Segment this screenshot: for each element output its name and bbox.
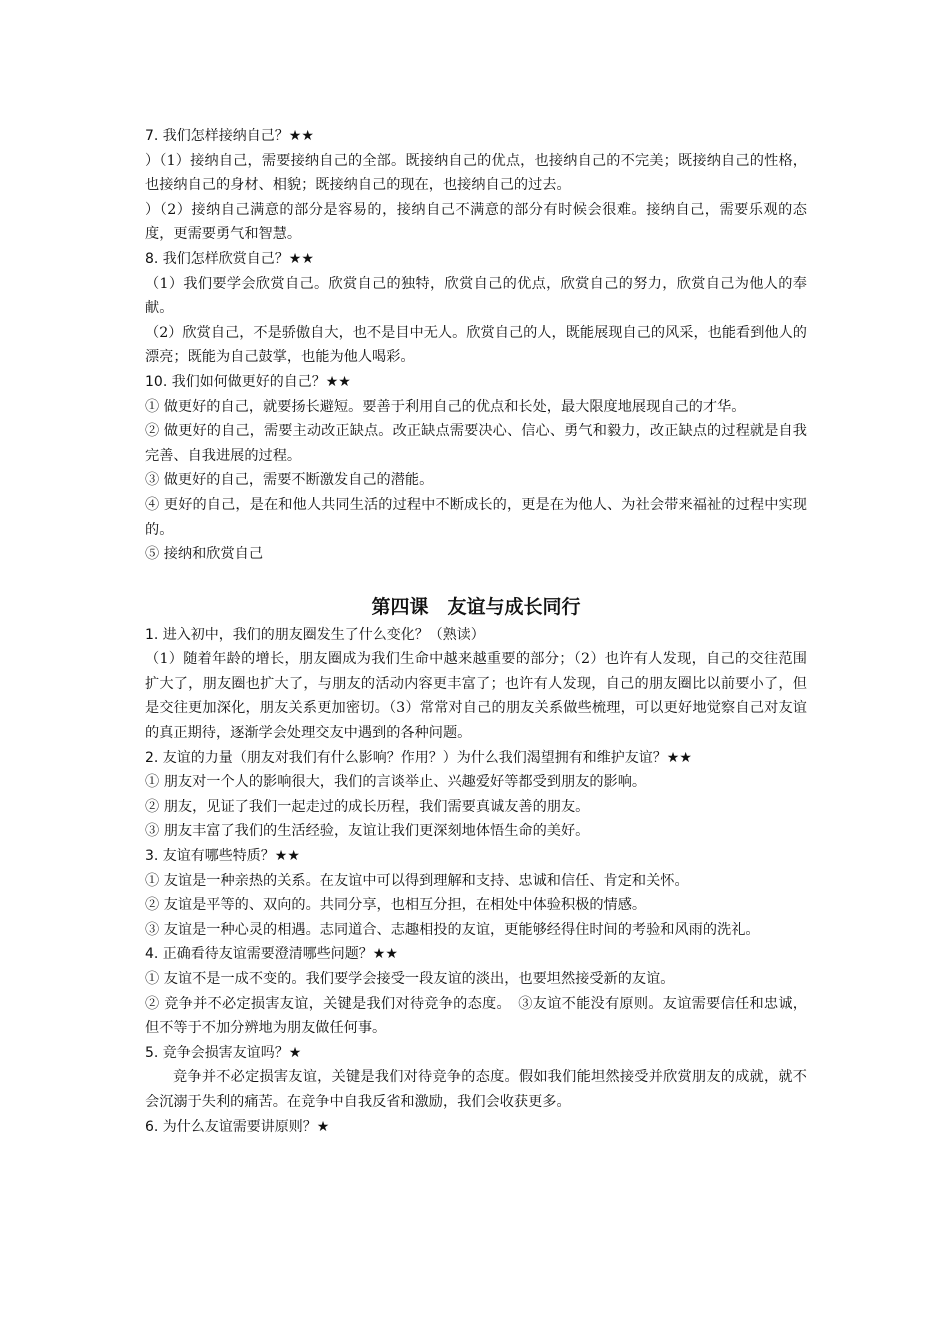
answer-paragraph: （1）随着年龄的增长，朋友圈成为我们生命中越来越重要的部分；（2）也许有人发现，自己的交往范围扩大了，朋友圈也扩大了，与朋友的活动内容更丰富了；也许有人发现，自己的朋友圈比以前要小了，但是交往更加深化，朋友关系更加密切。（3）常常对自己的朋友关系做些梳理，可以更好地觉察自己对友谊的真正期待，逐渐学会处理交友中遇到的各种问题。 xyxy=(145,651,807,742)
question-heading: 4. 正确看待友谊需要澄清哪些问题？★★ xyxy=(145,946,398,963)
answer-paragraph: ⑤ 接纳和欣赏自己 xyxy=(145,546,264,563)
answer-paragraph: （1）我们要学会欣赏自己。欣赏自己的独特，欣赏自己的优点，欣赏自己的努力，欣赏自己为他人的奉献。 xyxy=(145,275,807,317)
section-friendship xyxy=(145,623,807,1139)
lesson-title: 第四课 友谊与成长同行 xyxy=(371,595,581,618)
question-heading: 2. 友谊的力量（朋友对我们有什么影响？作用？）为什么我们渴望拥有和维护友谊？★★ xyxy=(145,749,692,766)
answer-paragraph: 竞争并不必定损害友谊，关键是我们对待竞争的态度。假如我们能坦然接受并欣赏朋友的成就，就不会沉溺于失利的痛苦。在竞争中自我反省和激励，我们会收获更多。 xyxy=(145,1069,807,1110)
answer-paragraph: ① 友谊是一种亲热的关系。在友谊中可以得到理解和支持、忠诚和信任、肯定和关怀。 xyxy=(145,872,689,889)
question-heading: 5. 竞争会损害友谊吗？★ xyxy=(145,1044,302,1061)
answer-paragraph: ③ 做更好的自己，需要不断激发自己的潜能。 xyxy=(145,472,434,489)
answer-paragraph: ③ 朋友丰富了我们的生活经验，友谊让我们更深刻地体悟生命的美好。 xyxy=(145,823,590,840)
answer-paragraph: ④ 更好的自己，是在和他人共同生活的过程中不断成长的，更是在为他人、为社会带来福祉的过程中实现的。 xyxy=(145,496,807,538)
answer-paragraph: ② 做更好的自己，需要主动改正缺点。改正缺点需要决心、信心、勇气和毅力，改正缺点的过程就是自我完善、自我进展的过程。 xyxy=(145,423,807,464)
answer-paragraph: （2）欣赏自己，不是骄傲自大，也不是目中无人。欣赏自己的人，既能展现自己的风采，也能看到他人的漂亮；既能为自己鼓掌，也能为他人喝彩。 xyxy=(145,324,807,366)
answer-paragraph: ① 做更好的自己，就要扬长避短。要善于利用自己的优点和长处，最大限度地展现自己的才华。 xyxy=(145,398,746,415)
answer-paragraph: ）（2）接纳自己满意的部分是容易的，接纳自己不满意的部分有时候会很难。接纳自己，需要乐观的态度，更需要勇气和智慧。 xyxy=(145,201,807,243)
document-page xyxy=(145,124,807,1139)
answer-paragraph: ② 朋友，见证了我们一起走过的成长历程，我们需要真诚友善的朋友。 xyxy=(145,798,590,815)
question-heading: 7. 我们怎样接纳自己？★★ xyxy=(145,128,314,144)
answer-paragraph: ① 朋友对一个人的影响很大，我们的言谈举止、兴趣爱好等都受到朋友的影响。 xyxy=(145,774,647,791)
answer-paragraph: ③ 友谊是一种心灵的相遇。志同道合、志趣相投的友谊，更能够经得住时间的考验和风雨的洗礼。 xyxy=(145,921,760,938)
question-heading: 3. 友谊有哪些特质？★★ xyxy=(145,848,300,865)
answer-paragraph: ① 友谊不是一成不变的。我们要学会接受一段友谊的淡出，也要坦然接受新的友谊。 xyxy=(145,971,675,987)
question-heading: 6. 为什么友谊需要讲原则？★ xyxy=(145,1118,330,1135)
question-heading: 8. 我们怎样欣赏自己？★★ xyxy=(145,250,314,267)
question-heading: 1. 进入初中，我们的朋友圈发生了什么变化？（熟读） xyxy=(145,626,485,643)
answer-paragraph: ② 友谊是平等的、双向的。共同分享，也相互分担，在相处中体验积极的情感。 xyxy=(145,897,647,914)
answer-paragraph: ）（1）接纳自己，需要接纳自己的全部。既接纳自己的优点，也接纳自己的不完美；既接纳自己的性格，也接纳自己的身材、相貌；既接纳自己的现在，也接纳自己的过去。 xyxy=(145,152,807,194)
section-accept-self xyxy=(145,124,807,567)
answer-paragraph: ② 竞争并不必定损害友谊，关键是我们对待竞争的态度。 ③友谊不能没有原则。友谊需要信任和忠诚，但不等于不加分辨地为朋友做任何事。 xyxy=(145,995,807,1037)
question-heading: 10. 我们如何做更好的自己？★★ xyxy=(145,373,351,390)
